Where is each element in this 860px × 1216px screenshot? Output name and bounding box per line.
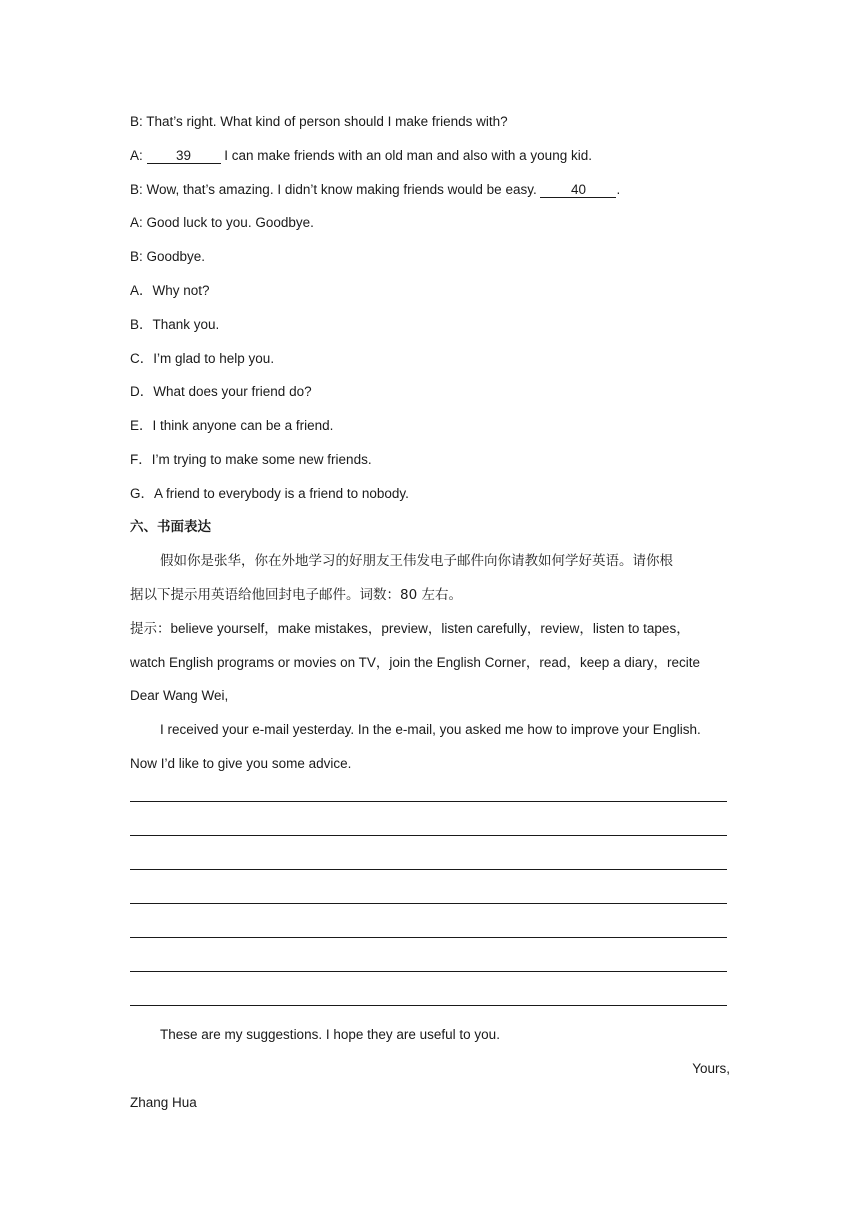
- dialogue-punctuation: .: [616, 182, 621, 197]
- writing-prompt-line1: 假如你是张华，你在外地学习的好朋友王伟发电子邮件向你请教如何学好英语。请你根: [160, 553, 673, 569]
- writing-hints-line1: 提示：believe yourself，make mistakes，preview，listen carefully，review，listen to tapes，: [130, 621, 690, 636]
- letter-sign-off: Yours,: [692, 1061, 730, 1076]
- dialogue-text: B: Goodbye.: [130, 249, 206, 264]
- option-c: C．I’m glad to help you.: [130, 351, 275, 366]
- dialogue-speaker: A:: [130, 148, 147, 163]
- dialogue-text: A: Good luck to you. Goodbye.: [130, 215, 314, 230]
- option-b: B．Thank you.: [130, 317, 220, 332]
- option-f: F．I’m trying to make some new friends.: [130, 452, 372, 467]
- letter-signature: Zhang Hua: [130, 1095, 197, 1110]
- writing-line-2[interactable]: [130, 835, 727, 836]
- dialogue-text: I can make friends with an old man and also with a young kid.: [220, 148, 592, 163]
- writing-line-4[interactable]: [130, 903, 727, 904]
- writing-line-7[interactable]: [130, 1005, 727, 1006]
- option-g: G．A friend to everybody is a friend to nobody.: [130, 486, 409, 501]
- dialogue-line-a-39: [130, 147, 730, 165]
- dialogue-text: B: Wow, that’s amazing. I didn’t know making friends would be easy.: [130, 182, 541, 197]
- writing-line-1[interactable]: [130, 801, 727, 802]
- option-d: D．What does your friend do?: [130, 384, 312, 399]
- writing-line-5[interactable]: [130, 937, 727, 938]
- writing-prompt-line2: 据以下提示用英语给他回封电子邮件。词数：80 左右。: [130, 587, 462, 603]
- letter-greeting: Dear Wang Wei,: [130, 688, 229, 703]
- letter-body-line1: I received your e-mail yesterday. In the e-mail, you asked me how to improve your English.: [160, 722, 701, 737]
- option-e: E．I think anyone can be a friend.: [130, 418, 334, 433]
- blank-39[interactable]: 39: [147, 148, 221, 164]
- writing-line-3[interactable]: [130, 869, 727, 870]
- dialogue-line-b-goodbye: [130, 248, 730, 266]
- writing-line-6[interactable]: [130, 971, 727, 972]
- dialogue-text: B: That’s right. What kind of person should I make friends with?: [130, 114, 508, 129]
- blank-40[interactable]: 40: [540, 182, 616, 198]
- dialogue-line-b-question: [130, 113, 730, 131]
- section-title: 六、书面表达: [130, 519, 211, 535]
- option-a: A．Why not?: [130, 283, 210, 298]
- letter-body-line2: Now I’d like to give you some advice.: [130, 756, 352, 771]
- writing-hints-line2: watch English programs or movies on TV，join the English Corner，read，keep a diary，recite: [130, 655, 701, 670]
- dialogue-line-b-40: [130, 181, 730, 199]
- letter-closing-body: These are my suggestions. I hope they are useful to you.: [160, 1027, 500, 1042]
- dialogue-line-a-goodbye: [130, 214, 730, 232]
